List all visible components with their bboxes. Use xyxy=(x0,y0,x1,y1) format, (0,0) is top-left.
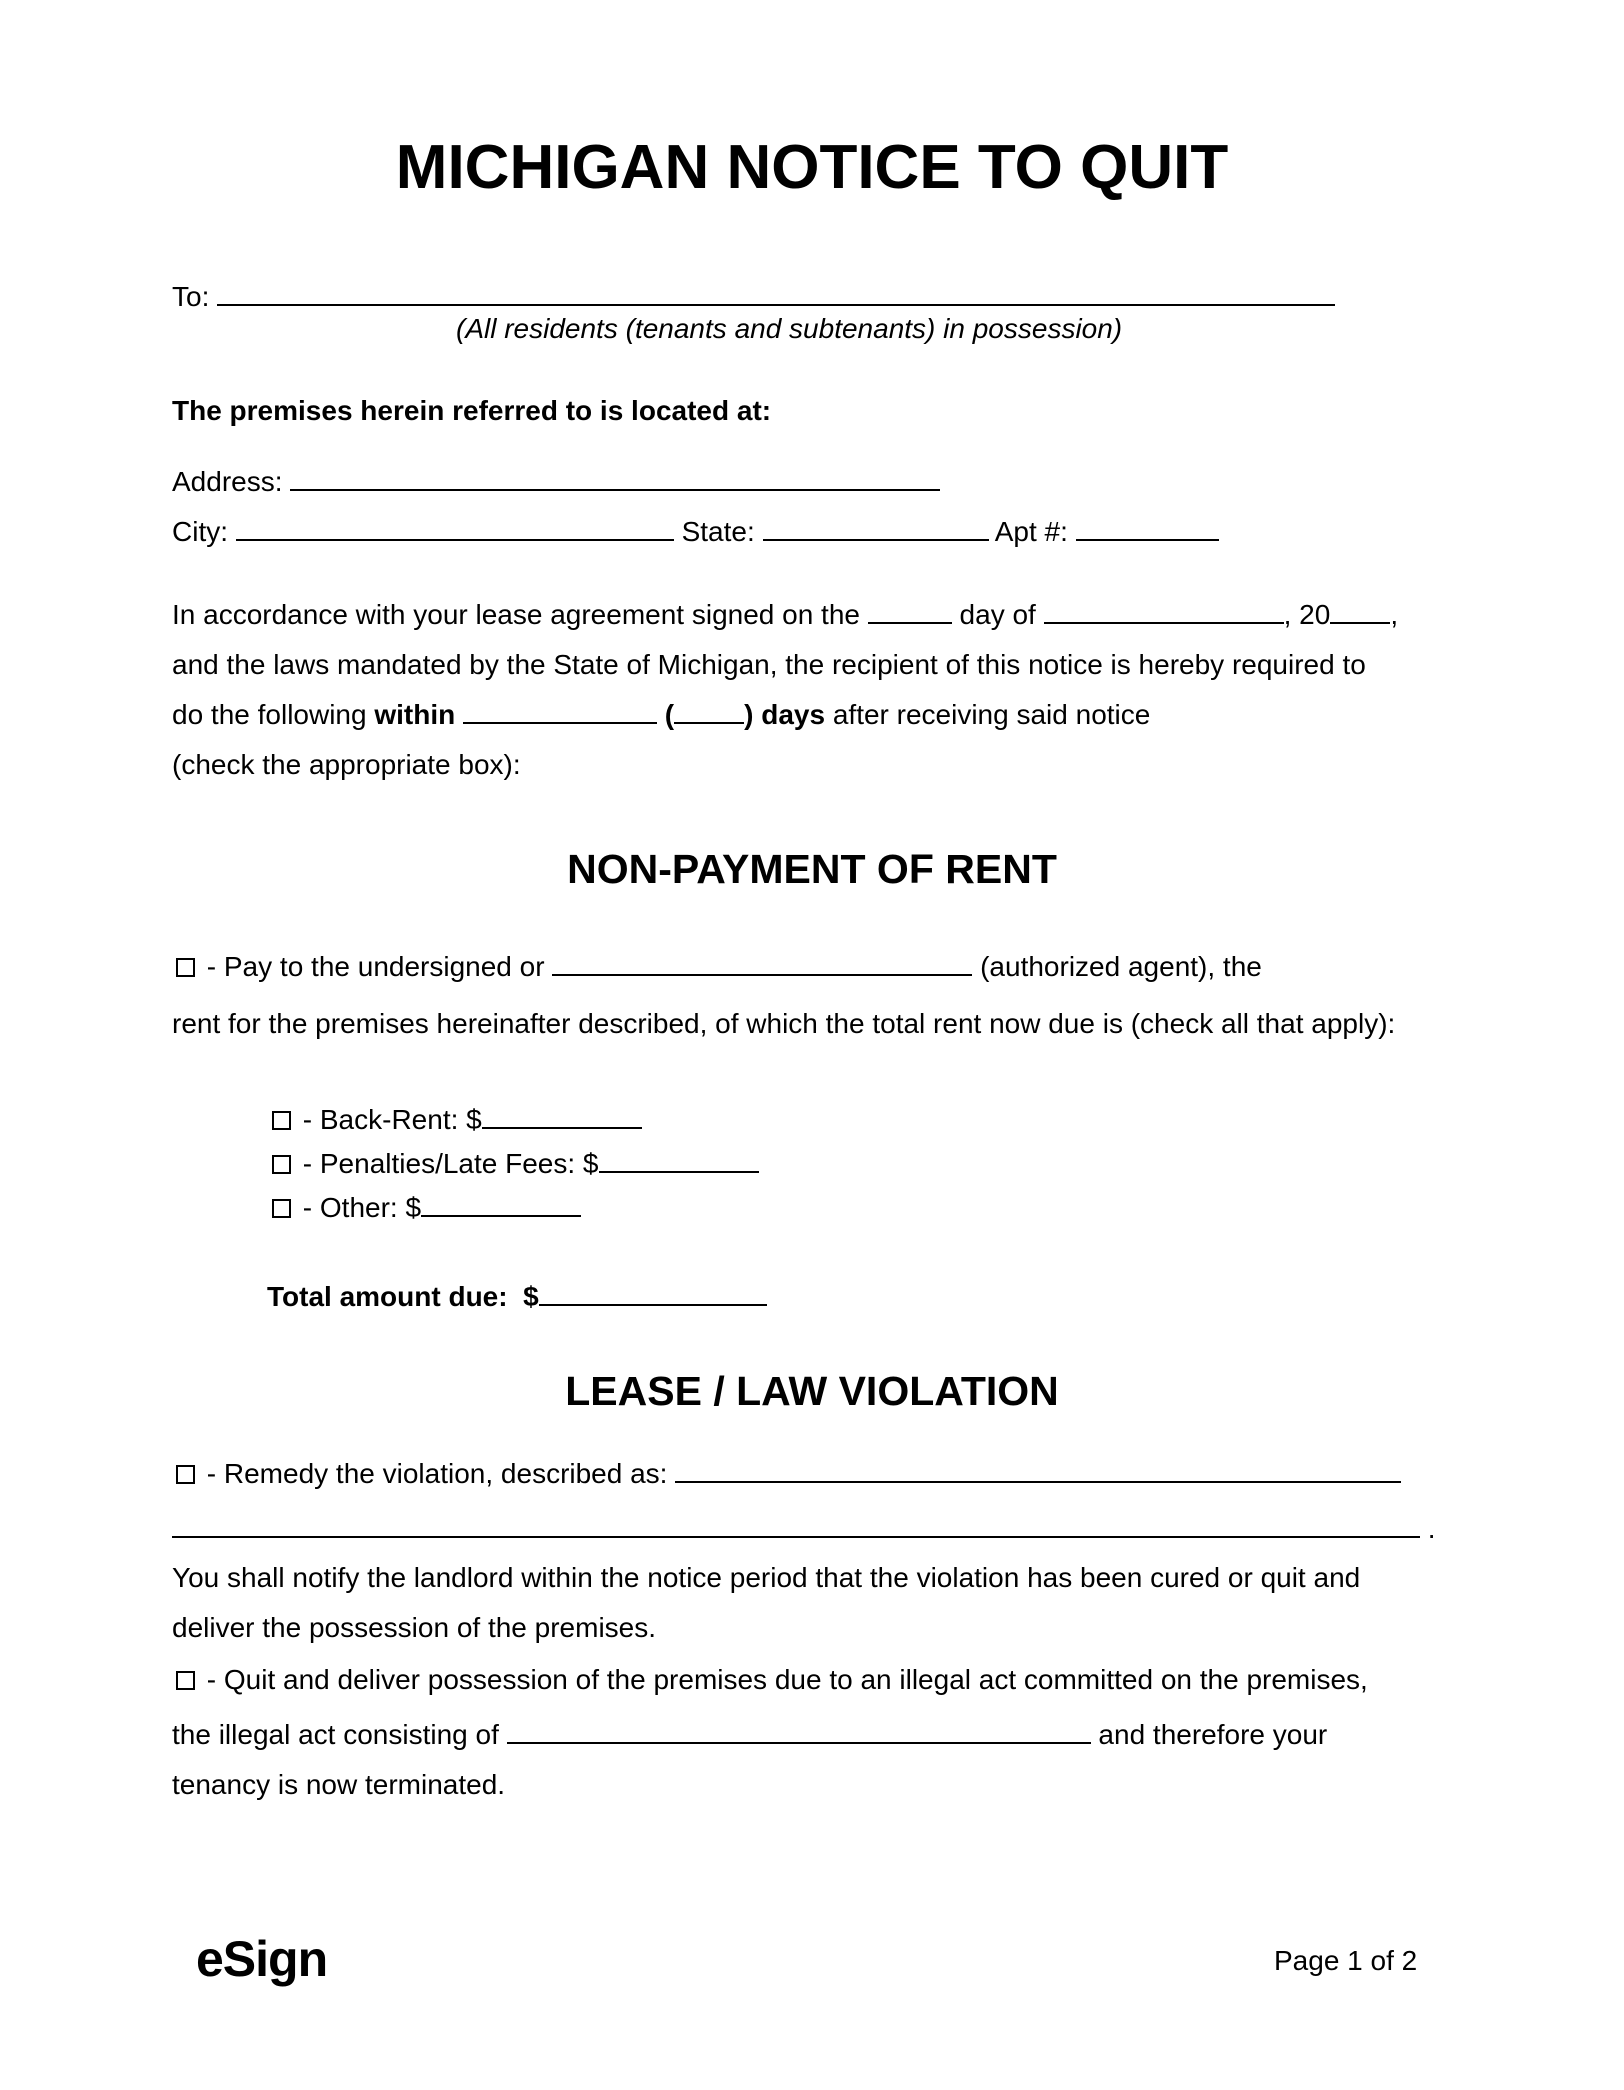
city-field[interactable] xyxy=(236,515,674,541)
total-due-field[interactable] xyxy=(539,1280,767,1306)
month-field[interactable] xyxy=(1044,598,1284,624)
total-due-line xyxy=(267,1280,767,1314)
to-note: (All residents (tenants and subtenants) in possession) xyxy=(456,313,1123,344)
penalties-label: - Penalties/Late Fees: $ xyxy=(302,1148,599,1179)
therefore-text: and therefore your xyxy=(1098,1719,1328,1750)
quit-line xyxy=(176,1663,1368,1697)
apt-label: Apt #: xyxy=(994,516,1068,547)
do-following-text: do the following xyxy=(172,699,367,730)
illegal-act-text: the illegal act consisting of xyxy=(172,1719,499,1750)
back-rent-line xyxy=(272,1103,642,1137)
illegal-act-field[interactable] xyxy=(507,1718,1091,1744)
days-words-field[interactable] xyxy=(463,698,657,724)
address-field[interactable] xyxy=(290,465,940,491)
pay-line xyxy=(176,950,1262,984)
city-label: City: xyxy=(172,516,228,547)
lease-line-2: and the laws mandated by the State of Michigan, the recipient of this notice is hereby required to xyxy=(172,649,1366,680)
period-text: . xyxy=(1427,1513,1436,1544)
remedy-text: - Remedy the violation, described as: xyxy=(206,1458,668,1489)
back-rent-checkbox[interactable] xyxy=(272,1111,291,1130)
authorized-agent-text: (authorized agent), the xyxy=(980,951,1262,982)
remedy-line xyxy=(176,1457,1401,1491)
back-rent-field[interactable] xyxy=(482,1103,642,1129)
comma-text: , xyxy=(1283,599,1292,630)
notify-line-1: You shall notify the landlord within the notice period that the violation has been cured or quit and xyxy=(172,1562,1361,1593)
comma-text-2: , xyxy=(1390,599,1399,630)
lease-line-4: (check the appropriate box): xyxy=(172,749,521,780)
penalties-line xyxy=(272,1147,759,1181)
to-line xyxy=(172,280,1335,314)
year-field[interactable] xyxy=(1330,598,1390,624)
days-number-field[interactable] xyxy=(674,698,744,724)
page-number: Page 1 of 2 xyxy=(1274,1945,1418,1976)
address-line xyxy=(172,465,940,499)
back-rent-label: - Back-Rent: $ xyxy=(302,1104,482,1135)
terminated-line: tenancy is now terminated. xyxy=(172,1769,506,1800)
notify-line-2: deliver the possession of the premises. xyxy=(172,1612,657,1643)
state-label: State: xyxy=(681,516,755,547)
days-text: ) days xyxy=(744,699,826,730)
apt-field[interactable] xyxy=(1076,515,1219,541)
day-of-text: day of xyxy=(959,599,1036,630)
other-line xyxy=(272,1191,581,1225)
violation-continuation-line xyxy=(172,1512,1436,1546)
esign-logo: eSign xyxy=(196,1931,328,1987)
nonpayment-heading: NON-PAYMENT OF RENT xyxy=(567,846,1057,892)
remedy-checkbox[interactable] xyxy=(176,1465,195,1484)
illegal-act-line xyxy=(172,1718,1327,1752)
pay-text: - Pay to the undersigned or xyxy=(206,951,545,982)
penalties-checkbox[interactable] xyxy=(272,1155,291,1174)
open-paren: ( xyxy=(664,699,675,730)
address-label: Address: xyxy=(172,466,283,497)
other-field[interactable] xyxy=(421,1191,581,1217)
total-due-label: Total amount due: $ xyxy=(267,1281,539,1312)
premises-heading: The premises herein referred to is located at: xyxy=(172,395,772,426)
year-prefix: 20 xyxy=(1299,599,1331,630)
pay-checkbox[interactable] xyxy=(176,958,195,977)
lease-line-3 xyxy=(172,698,1150,732)
quit-checkbox[interactable] xyxy=(176,1671,195,1690)
to-label: To: xyxy=(172,281,210,312)
penalties-field[interactable] xyxy=(599,1147,759,1173)
day-field[interactable] xyxy=(868,598,952,624)
quit-text: - Quit and deliver possession of the premises due to an illegal act committed on the premises, xyxy=(206,1664,1368,1695)
other-checkbox[interactable] xyxy=(272,1199,291,1218)
violation-field-2[interactable] xyxy=(172,1512,1420,1538)
violation-heading: LEASE / LAW VIOLATION xyxy=(565,1368,1059,1414)
other-label: - Other: $ xyxy=(302,1192,422,1223)
to-field[interactable] xyxy=(217,280,1335,306)
agent-field[interactable] xyxy=(552,950,972,976)
state-field[interactable] xyxy=(763,515,989,541)
lease-line-1 xyxy=(172,598,1398,632)
after-notice-text: after receiving said notice xyxy=(832,699,1151,730)
rent-line: rent for the premises hereinafter described, of which the total rent now due is (check all that apply): xyxy=(172,1008,1396,1039)
document-title: MICHIGAN NOTICE TO QUIT xyxy=(395,133,1229,202)
within-text: within xyxy=(374,699,456,730)
lease-text-start: In accordance with your lease agreement signed on the xyxy=(172,599,860,630)
city-state-apt-line xyxy=(172,515,1219,549)
violation-field[interactable] xyxy=(675,1457,1401,1483)
